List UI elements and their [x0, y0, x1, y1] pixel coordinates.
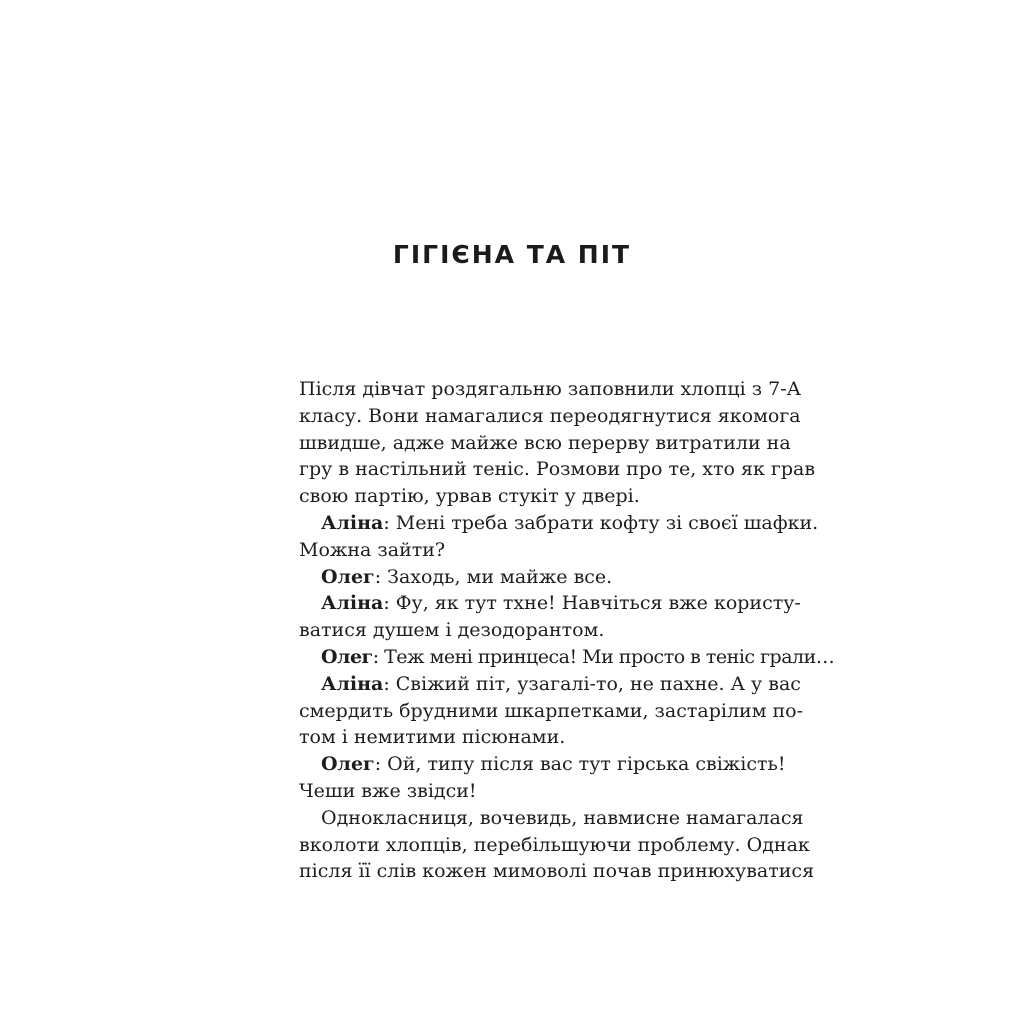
text-line [299, 403, 801, 430]
line-text: : Теж мені принцеса! Ми просто в теніс грали… [372, 645, 835, 668]
text-line [299, 832, 810, 859]
chapter-title: ГІГІЄНА ТА ПІТ [392, 240, 632, 269]
text-line [299, 858, 815, 885]
text-line [299, 483, 771, 510]
line-text: : Ой, типу після вас тут гірська свіжість! [374, 753, 786, 776]
dialogue-line [299, 590, 801, 617]
line-text: : Свіжий піт, узагалі-то, не пахне. А у вас [383, 672, 801, 695]
speaker-name: Олег [321, 565, 375, 588]
speaker-name: Аліна [321, 672, 384, 695]
line-text: після її слів кожен мимоволі почав принюхуватися [299, 860, 815, 883]
line-text: : Мені треба забрати кофту зі своєї шафки. [383, 511, 819, 534]
line-text: Можна зайти? [299, 538, 446, 561]
speaker-name: Олег [321, 753, 375, 776]
line-text: Чеши вже звідси! [299, 779, 477, 802]
line-text: свою партію, урвав стукіт у двері. [299, 485, 640, 508]
dialogue-line [299, 564, 771, 591]
text-line [299, 724, 771, 751]
line-text: швидше, адже майже всю перерву витратили на [299, 431, 791, 454]
text-line [299, 778, 771, 805]
dialogue-line [299, 644, 835, 671]
line-text: вколоти хлопців, перебільшуючи проблему. Однак [299, 833, 810, 856]
text-line [299, 698, 804, 725]
line-text: Після дівчат роздягальню заповнили хлопці з 7-А [299, 378, 801, 400]
dialogue-line [299, 751, 786, 778]
line-text: смердить брудними шкарпетками, застарілим по- [299, 699, 804, 722]
speaker-name: Аліна [321, 592, 384, 615]
line-text: гру в настільний теніс. Розмови про те, хто як грав [299, 458, 816, 481]
line-text: класу. Вони намагалися переодягнутися якомога [299, 404, 801, 427]
line-text: Однокласниця, вочевидь, навмисне намагалася [321, 806, 804, 829]
line-text: том і немитими пісюнами. [299, 726, 566, 749]
speaker-name: Аліна [321, 511, 384, 534]
text-line [299, 430, 791, 457]
body-text [299, 376, 835, 885]
dialogue-line [299, 671, 801, 698]
text-line [299, 456, 816, 483]
text-line [299, 617, 771, 644]
text-line [299, 537, 771, 564]
line-text: : Фу, як тут тхне! Навчіться вже користу- [383, 592, 801, 615]
line-text: ватися душем і дезодорантом. [299, 619, 605, 642]
line-text: : Заходь, ми майже все. [374, 565, 613, 588]
text-line [299, 376, 801, 403]
text-line [299, 805, 804, 832]
speaker-name: Олег [321, 645, 373, 668]
dialogue-line [299, 510, 819, 537]
